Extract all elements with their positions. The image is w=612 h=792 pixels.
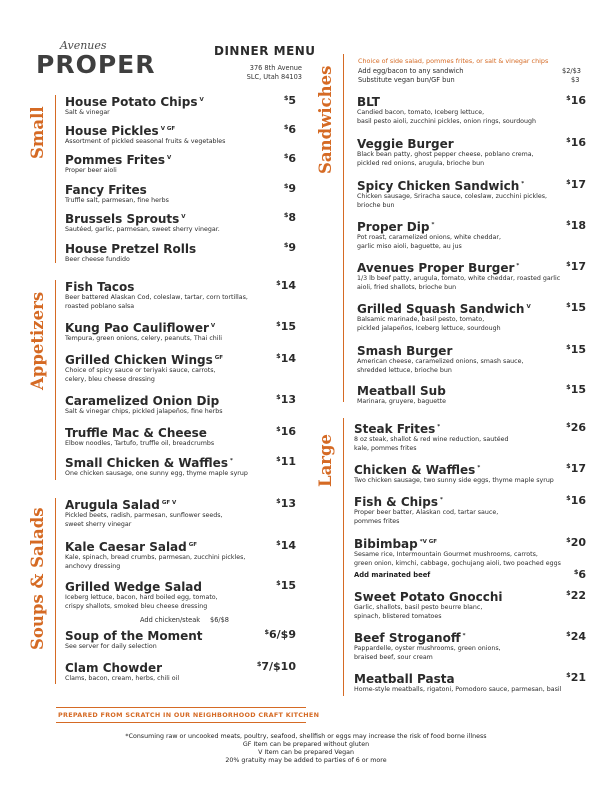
menu-item-description: brioche bun xyxy=(357,201,395,209)
menu-item xyxy=(65,183,169,206)
menu-item-description: Home-style meatballs, rigatoni, Pomodoro sauce, parmesan, basil xyxy=(354,686,562,693)
section-divider-soups-salads xyxy=(55,498,56,684)
menu-item-description: Pappardelle, oyster mushrooms, green onions, xyxy=(354,645,501,652)
menu-item xyxy=(354,495,498,526)
footer-divider-top xyxy=(56,707,306,708)
menu-item-title: Meatball Sub xyxy=(357,384,446,398)
menu-item-title: Smash Burger xyxy=(357,344,453,358)
menu-item-description: Marinara, gruyere, baguette xyxy=(357,398,446,405)
menu-item-description: See server for daily selection xyxy=(65,643,157,650)
menu-item xyxy=(65,394,223,417)
menu-item-price: $6 xyxy=(283,123,296,136)
menu-item-name xyxy=(357,137,534,151)
bibimbap-addon-label: Add marinated beef xyxy=(354,571,431,579)
menu-item-description: pickled jalapeños, Iceberg lettuce, sourdough xyxy=(357,324,501,332)
menu-item-name xyxy=(65,394,223,408)
dietary-tag: V xyxy=(526,304,531,310)
menu-item-name xyxy=(354,590,504,604)
menu-item-title: Spicy Chicken Sandwich xyxy=(357,179,520,193)
menu-item-title: Kung Pao Cauliflower xyxy=(65,321,209,335)
menu-item-name xyxy=(357,95,536,109)
menu-item-name xyxy=(65,95,204,109)
menu-item-price: $17 xyxy=(566,260,586,273)
menu-item-price: $16 xyxy=(566,494,586,507)
dietary-tag: * xyxy=(229,458,233,464)
menu-item-price: $21 xyxy=(566,671,586,684)
menu-item-name xyxy=(354,422,508,436)
menu-item-description: Sesame rice, Intermountain Gourmet mushrooms, carrots, xyxy=(354,551,538,558)
dietary-tag: V xyxy=(210,323,216,329)
dietary-tag: V xyxy=(166,155,172,161)
menu-item-title: Avenues Proper Burger xyxy=(357,261,515,275)
menu-item-description: anchovy dressing xyxy=(65,562,121,570)
section-divider-sandwiches xyxy=(343,54,344,402)
menu-item xyxy=(357,179,547,210)
menu-item-title: Truffle Mac & Cheese xyxy=(65,426,207,440)
menu-item-description: Assortment of pickled seasonal fruits & vegetables xyxy=(65,138,226,145)
section-divider-large xyxy=(343,418,344,696)
menu-item-title: House Pickles xyxy=(65,124,159,138)
section-divider-appetizers xyxy=(55,280,56,480)
menu-item-price: $16 xyxy=(566,94,586,107)
menu-item-price: $15 xyxy=(276,579,296,592)
menu-item-description: garlic miso aioli, baguette, au jus xyxy=(357,242,462,250)
vegan-bun-price: $3 xyxy=(571,76,580,84)
menu-item-description: sweet sherry vinegar xyxy=(65,520,132,528)
menu-item-description: braised beef, sour cream xyxy=(354,653,433,661)
menu-item-description: pommes frites xyxy=(354,517,400,525)
menu-item-title: Pommes Frites xyxy=(65,153,165,167)
menu-item xyxy=(354,672,561,695)
menu-item-name xyxy=(65,183,169,197)
menu-item xyxy=(65,212,220,235)
menu-item-description: Tempura, green onions, celery, peanuts, Thai chili xyxy=(65,335,223,342)
menu-item-description: Pickled beets, radish, parmesan, sunflower seeds, xyxy=(65,512,223,519)
menu-item-title: Kale Caesar Salad xyxy=(65,540,187,554)
menu-item-name xyxy=(357,179,547,193)
menu-item-name xyxy=(65,629,205,643)
menu-item-title: Fish Tacos xyxy=(65,280,135,294)
menu-item-title: Arugula Salad xyxy=(65,498,160,512)
menu-item-description: Two chicken sausage, two sunny side eggs, thyme maple syrup xyxy=(354,477,554,484)
menu-item-name xyxy=(65,580,218,594)
menu-item-title: Fancy Frites xyxy=(65,183,147,197)
menu-item-name xyxy=(65,661,179,675)
menu-item-price: $14 xyxy=(276,352,296,365)
menu-item-description: roasted poblano salsa xyxy=(65,302,135,310)
menu-item-description: 1/3 lb beef patty, arugula, tomato, white cheddar, roasted garlic xyxy=(357,275,561,282)
menu-item-description: Kale, spinach, bread crumbs, parmesan, zucchini pickles, xyxy=(65,554,246,561)
menu-item-name xyxy=(357,220,501,234)
dietary-tag: * xyxy=(440,497,443,503)
menu-item xyxy=(357,384,448,407)
sandwich-side-choice: Choice of side salad, pommes frites, or salt & vinegar chips xyxy=(358,57,549,65)
menu-item xyxy=(65,353,223,384)
menu-item-title: Soup of the Moment xyxy=(65,629,203,643)
menu-item xyxy=(65,153,171,176)
dietary-tag: V xyxy=(199,97,204,103)
menu-item xyxy=(65,280,248,311)
menu-item xyxy=(357,302,531,333)
menu-item xyxy=(65,498,223,529)
menu-item-price: $6 xyxy=(283,152,296,165)
menu-item-title: Beef Stroganoff xyxy=(354,631,461,645)
menu-item-title: Clam Chowder xyxy=(65,661,163,675)
address-line-2: SLC, Utah 84103 xyxy=(246,73,302,81)
menu-item-price: $26 xyxy=(566,421,586,434)
menu-item xyxy=(65,540,245,571)
menu-item xyxy=(65,661,179,684)
menu-item-name xyxy=(65,540,245,554)
menu-item xyxy=(357,137,534,168)
menu-item-title: Grilled Wedge Salad xyxy=(65,580,202,594)
menu-item-price: $16 xyxy=(566,136,586,149)
section-label-sandwiches: Sandwiches xyxy=(316,65,335,174)
menu-item-price: $17 xyxy=(566,462,586,475)
menu-item-description: pickled red onions, arugula, brioche bun xyxy=(357,159,485,167)
dietary-tag: V xyxy=(181,214,186,220)
menu-item-description: basil pesto aioli, zucchini pickles, onion rings, sourdough xyxy=(357,117,537,125)
menu-item-price: $15 xyxy=(276,320,296,333)
menu-item-name xyxy=(357,384,448,398)
menu-item-description: Iceberg lettuce, bacon, hard boiled egg, tomato, xyxy=(65,594,218,601)
menu-item-name xyxy=(354,631,501,645)
menu-item-description: Clams, bacon, cream, herbs, chili oil xyxy=(65,675,180,682)
menu-item-description: Proper beer aioli xyxy=(65,167,117,174)
menu-item-name xyxy=(65,321,222,335)
dietary-tag: * xyxy=(477,465,481,471)
menu-item-title: House Pretzel Rolls xyxy=(65,242,197,256)
menu-item-name xyxy=(65,153,171,167)
menu-item-description: green onion, kimchi, cabbage, gochujang aioli, two poached eggs xyxy=(354,559,561,567)
menu-item-price: $8 xyxy=(283,211,296,224)
menu-item-title: Chicken & Waffles xyxy=(354,463,476,477)
menu-item-name xyxy=(357,302,531,316)
dietary-tag: GF xyxy=(214,355,224,361)
menu-item-price: $17 xyxy=(566,178,586,191)
menu-item-description: shredded lettuce, brioche bun xyxy=(357,366,452,374)
menu-item-price: $20 xyxy=(566,536,586,549)
menu-item-description: Proper beer batter, Alaskan cod, tartar sauce, xyxy=(354,509,499,516)
menu-item xyxy=(354,590,504,621)
disclaimer-raw-food: *Consuming raw or uncooked meats, poultry, seafood, shellfish or eggs may increase the risk of food borne illness xyxy=(125,733,487,740)
menu-item-price: $16 xyxy=(276,425,296,438)
section-label-soups-salads: Soups & Salads xyxy=(28,507,47,650)
menu-item-name xyxy=(357,344,524,358)
menu-item-title: Bibimbap xyxy=(354,537,418,551)
menu-item-price: $15 xyxy=(566,343,586,356)
menu-item-description: Salt & vinegar xyxy=(65,109,110,116)
menu-item-name xyxy=(65,242,198,256)
bibimbap-addon-price: $6 xyxy=(573,568,586,581)
menu-item-price: $14 xyxy=(276,279,296,292)
menu-item-name xyxy=(354,495,498,509)
add-egg-bacon: Add egg/bacon to any sandwich xyxy=(358,67,464,75)
menu-item-description: Beer battered Alaskan Cod, coleslaw, tartar, corn tortillas, xyxy=(65,294,248,301)
menu-item-description: celery, bleu cheese dressing xyxy=(65,375,155,383)
menu-item-price: $22 xyxy=(566,589,586,602)
menu-item-name xyxy=(354,463,554,477)
wedge-addon-label: Add chicken/steak xyxy=(140,616,201,624)
menu-item-title: Small Chicken & Waffles xyxy=(65,456,228,470)
section-divider-small xyxy=(55,95,56,263)
menu-item-description: Truffle salt, parmesan, fine herbs xyxy=(65,197,169,204)
menu-item-description: Candied bacon, tomato, Iceberg lettuce, xyxy=(357,109,485,116)
menu-item-title: Grilled Chicken Wings xyxy=(65,353,213,367)
menu-item xyxy=(65,456,248,479)
menu-item-price: $5 xyxy=(283,94,296,107)
menu-item-price: $14 xyxy=(276,539,296,552)
disclaimer-gf: GF Item can be prepared without gluten xyxy=(242,741,370,748)
menu-item xyxy=(357,261,560,292)
menu-item xyxy=(65,629,205,652)
menu-item xyxy=(354,631,501,662)
menu-item xyxy=(354,422,508,453)
menu-item-title: Meatball Pasta xyxy=(354,672,455,686)
footer-divider-bottom xyxy=(56,722,306,723)
dietary-tag: GF V xyxy=(161,500,177,506)
menu-item-description: Black bean patty, ghost pepper cheese, poblano crema, xyxy=(357,151,534,158)
menu-item-title: Brussels Sprouts xyxy=(65,212,180,226)
dietary-tag: * xyxy=(521,181,525,187)
menu-item-description: kale, pommes frites xyxy=(354,444,417,452)
menu-item-description: 8 oz steak, shallot & red wine reduction, sautéed xyxy=(354,436,509,443)
dietary-tag: * xyxy=(437,424,441,430)
menu-item xyxy=(65,242,198,265)
section-label-small: Small xyxy=(28,106,47,159)
menu-item-description: crispy shallots, smoked bleu cheese dressing xyxy=(65,602,208,610)
menu-item-title: Sweet Potato Gnocchi xyxy=(354,590,503,604)
menu-item-price: $15 xyxy=(566,383,586,396)
menu-item xyxy=(65,95,204,118)
dietary-tag: * xyxy=(431,222,435,228)
menu-item xyxy=(357,344,524,375)
menu-item-price: $11 xyxy=(276,455,296,468)
menu-item-description: Pot roast, caramelized onions, white cheddar, xyxy=(357,234,501,241)
disclaimer-vegan: V Item can be prepared Vegan xyxy=(258,749,354,756)
menu-item-name xyxy=(65,124,225,138)
menu-item-description: Balsamic marinade, basil pesto, tomato, xyxy=(357,316,485,323)
menu-item-name xyxy=(354,537,561,551)
menu-item-description: Sautéed, garlic, parmesan, sweet sherry vinegar. xyxy=(65,226,220,233)
disclaimer-gratuity: 20% gratuity may be added to parties of 6 or more xyxy=(225,757,387,764)
menu-item-name xyxy=(357,261,560,275)
menu-item-price: $9 xyxy=(283,241,296,254)
menu-item-title: Caramelized Onion Dip xyxy=(65,394,220,408)
footer-scratch-note: PREPARED FROM SCRATCH IN OUR NEIGHBORHOOD CRAFT KITCHEN xyxy=(58,711,320,719)
section-label-large: Large xyxy=(316,433,335,487)
vegan-bun-note: Substitute vegan bun/GF bun xyxy=(358,76,455,84)
address-line-1: 376 8th Avenue xyxy=(249,64,302,72)
menu-item-price: $7/$10 xyxy=(256,660,296,673)
menu-item xyxy=(65,580,218,611)
menu-item-title: Fish & Chips xyxy=(354,495,439,509)
menu-item-price: $18 xyxy=(566,219,586,232)
logo: PROPER xyxy=(36,50,156,79)
menu-item-price: $6/$9 xyxy=(264,628,296,641)
dietary-tag: GF xyxy=(188,542,198,548)
menu-item xyxy=(354,537,561,568)
menu-item-title: Veggie Burger xyxy=(357,137,454,151)
menu-item-title: House Potato Chips xyxy=(65,95,198,109)
menu-item-name xyxy=(65,498,223,512)
menu-item-title: Grilled Squash Sandwich xyxy=(357,302,525,316)
menu-item-title: Proper Dip xyxy=(357,220,430,234)
menu-item-name xyxy=(354,672,561,686)
menu-item xyxy=(65,321,222,344)
menu-item-description: Chicken sausage, Sriracha sauce, coleslaw, zucchini pickles, xyxy=(357,193,548,200)
menu-item-price: $9 xyxy=(283,182,296,195)
menu-item-description: One chicken sausage, one sunny egg, thyme maple syrup xyxy=(65,470,248,477)
menu-item-title: BLT xyxy=(357,95,380,109)
menu-item-price: $13 xyxy=(276,497,296,510)
logo-script: Avenues xyxy=(60,39,107,52)
menu-item-description: aioli, fried shallots, brioche bun xyxy=(357,283,457,291)
menu-item xyxy=(65,426,214,449)
menu-item-description: Salt & vinegar chips, pickled jalapeños, fine herbs xyxy=(65,408,223,415)
add-egg-bacon-price: $2/$3 xyxy=(562,67,582,75)
menu-item-description: Garlic, shallots, basil pesto beurre blanc, xyxy=(354,604,483,611)
menu-item-name xyxy=(65,456,248,470)
menu-item-description: Choice of spicy sauce or teriyaki sauce, carrots, xyxy=(65,367,216,374)
menu-item-price: $24 xyxy=(566,630,586,643)
menu-item-price: $15 xyxy=(566,301,586,314)
menu-item-name xyxy=(65,353,223,367)
wedge-addon-price: $6/$8 xyxy=(210,616,230,624)
menu-item xyxy=(357,220,501,251)
menu-item xyxy=(357,95,536,126)
menu-item xyxy=(65,124,225,147)
menu-item-description: American cheese, caramelized onions, smash sauce, xyxy=(357,358,524,365)
dietary-tag: V GF xyxy=(160,126,176,132)
menu-item-description: spinach, blistered tomatoes xyxy=(354,612,442,620)
menu-item-name xyxy=(65,212,220,226)
menu-item-title: Steak Frites xyxy=(354,422,436,436)
dietary-tag: * xyxy=(462,633,466,639)
section-label-appetizers: Appetizers xyxy=(28,291,47,390)
menu-item xyxy=(354,463,554,486)
dietary-tag: * xyxy=(516,263,520,269)
menu-title: DINNER MENU xyxy=(214,44,316,58)
menu-item-description: Beer cheese fundido xyxy=(65,256,130,263)
dietary-tag: *V GF xyxy=(419,539,438,545)
menu-item-description: Elbow noodles, Tartufo, truffle oil, breadcrumbs xyxy=(65,440,215,447)
menu-item-price: $13 xyxy=(276,393,296,406)
menu-item-name xyxy=(65,280,248,294)
menu-item-name xyxy=(65,426,214,440)
